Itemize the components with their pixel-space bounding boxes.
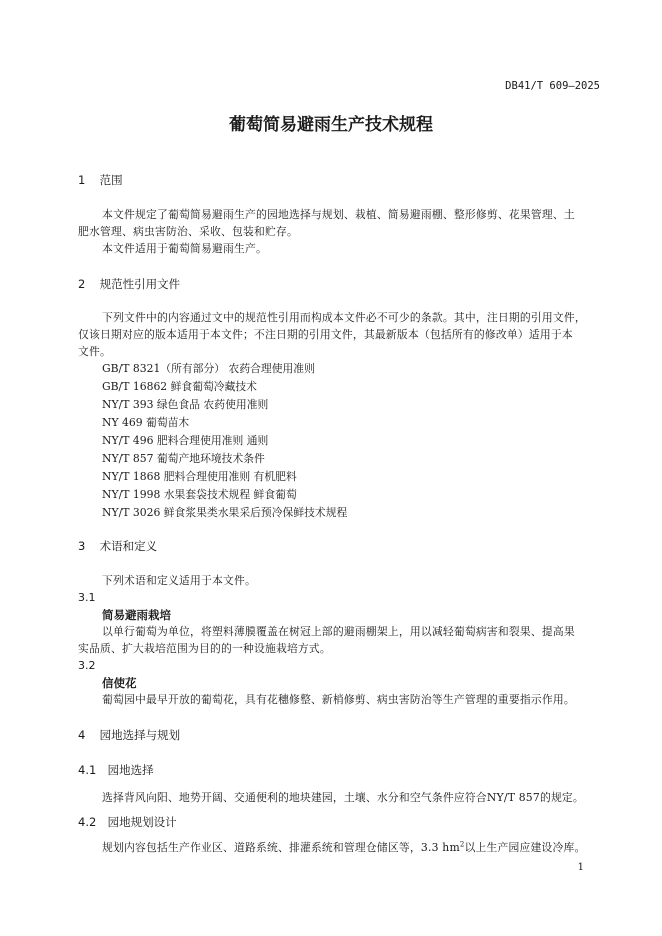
reference-item: NY/T 1868 肥料合理使用准则 有机肥料 [102,470,297,483]
section-title: 规范性引用文件 [99,277,181,291]
term-definition: 葡萄园中最早开放的葡萄花，具有花穗修整、新梢修剪、病虫害防治等生产管理的重要指示作用。 [102,693,575,706]
term-name: 简易避雨栽培 [102,608,171,622]
section-number: 3 [78,539,86,553]
reference-item: NY/T 3026 鲜食浆果类水果采后预冷保鲜技术规程 [102,506,348,519]
reference-item: GB/T 8321（所有部分） 农药合理使用准则 [102,362,315,375]
subsection-number: 4.1 [78,763,97,777]
section-title: 园地选择与规划 [99,728,181,742]
paragraph [102,840,586,855]
paragraph: 下列术语和定义适用于本文件。 [102,574,256,587]
reference-item: GB/T 16862 鲜食葡萄冷藏技术 [102,380,257,393]
term-number: 3.1 [78,591,96,604]
reference-item: NY/T 496 肥料合理使用准则 通则 [102,434,269,447]
superscript: 2 [459,840,465,849]
section-number: 2 [78,277,86,291]
term-definition: 实品质、扩大栽培范围为目的的一种设施栽培方式。 [78,642,331,655]
reference-item: NY/T 393 绿色食品 农药使用准则 [102,398,269,411]
page-number: 1 [577,862,584,873]
subsection-4-1-heading [78,762,154,778]
subsection-number: 4.2 [78,815,97,829]
term-name: 信使花 [102,676,137,690]
paragraph: 本文件适用于葡萄简易避雨生产。 [102,242,267,255]
section-title: 术语和定义 [99,539,158,553]
section-number: 1 [78,173,86,187]
paragraph: 肥水管理、病虫害防治、采收、包装和贮存。 [78,225,298,238]
section-number: 4 [78,728,86,742]
reference-item: NY/T 857 葡萄产地环境技术条件 [102,452,265,465]
term-number: 3.2 [78,659,96,672]
subsection-title: 园地选择 [107,763,154,777]
subsection-title: 园地规划设计 [107,815,177,829]
section-title: 范围 [99,173,123,187]
reference-item: NY/T 1998 水果套袋技术规程 鲜食葡萄 [102,488,297,501]
paragraph: 仅该日期对应的版本适用于本文件；不注日期的引用文件，其最新版本（包括所有的修改单）适用于本 [78,328,573,341]
paragraph: 选择背风向阳、地势开阔、交通便利的地块建园，土壤、水分和空气条件应符合NY/T 857的规定。 [102,791,584,804]
paragraph: 本文件规定了葡萄简易避雨生产的园地选择与规划、栽植、简易避雨棚、整形修剪、花果管理、土 [102,208,575,221]
standard-code: DB41/T 609—2025 [505,80,600,92]
paragraph-text: 规划内容包括生产作业区、道路系统、排灌系统和管理仓储区等，3.3 hm [102,841,460,854]
paragraph-text: 以上生产园应建设冷库。 [464,841,586,854]
paragraph: 下列文件中的内容通过文中的规范性引用而构成本文件必不可少的条款。其中，注日期的引用文件， [102,311,586,324]
section-1-heading [78,172,123,188]
term-definition: 以单行葡萄为单位，将塑料薄膜覆盖在树冠上部的避雨棚架上，用以减轻葡萄病害和裂果、提高果 [102,625,575,638]
section-3-heading [78,538,157,554]
subsection-4-2-heading [78,814,177,830]
document-title: 葡萄简易避雨生产技术规程 [229,115,433,135]
section-2-heading [78,276,180,292]
section-4-heading [78,727,180,743]
paragraph: 文件。 [78,345,111,358]
reference-item: NY 469 葡萄苗木 [102,416,190,429]
